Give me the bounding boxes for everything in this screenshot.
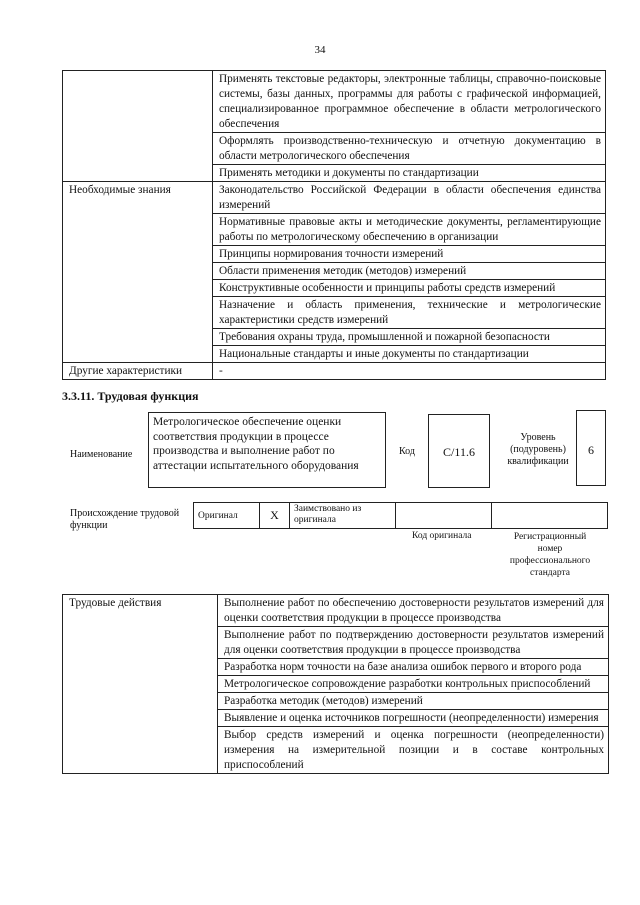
- labor-action-row: Выявление и оценка источников погрешности (неопределенности) измерения: [218, 710, 609, 727]
- labor-actions-table: [62, 594, 609, 774]
- labor-action-row: Разработка методик (методов) измерений: [218, 693, 609, 710]
- original-code-cell: [396, 503, 492, 529]
- skill-row: Применять текстовые редакторы, электронные таблицы, справочно-поисковые системы, базы данных, программы для работы с графической информацией, специализированное программное обеспечение в области метрологического обеспечения: [213, 71, 606, 133]
- borrowed-label: Заимствовано из оригинала: [290, 503, 396, 529]
- knowledge-row: Законодательство Российской Федерации в области обеспечения единства измерений: [213, 182, 606, 214]
- registration-number-label: Регистрационный номер профессионального стандарта: [509, 532, 591, 578]
- original-code-label: Код оригинала: [412, 531, 472, 541]
- knowledge-row: Нормативные правовые акты и методические документы, регламентирующие работы по метрологическому обеспечению в организации: [213, 214, 606, 246]
- labor-action-row: Выбор средств измерений и оценка погрешности (неопределенности) измерения на измерительной позиции и в составе контрольных приспособлений: [218, 727, 609, 774]
- skills-label-cell: [63, 71, 213, 182]
- code-label: Код: [399, 446, 415, 457]
- labor-action-row: Метрологическое сопровождение разработки контрольных приспособлений: [218, 676, 609, 693]
- registration-number-cell: [492, 503, 608, 529]
- labor-action-row: Выполнение работ по подтверждению достоверности результатов измерений для оценки соответствия продукции в процессе производства: [218, 627, 609, 659]
- original-label: Оригинал: [194, 503, 260, 529]
- skills-knowledge-table: [62, 70, 606, 380]
- section-heading: 3.3.11. Трудовая функция: [62, 389, 199, 403]
- skill-row: Применять методики и документы по стандартизации: [213, 165, 606, 182]
- knowledge-row: Области применения методик (методов) измерений: [213, 263, 606, 280]
- origin-table: [193, 502, 608, 529]
- code-box: C/11.6: [428, 414, 490, 488]
- knowledge-row: Национальные стандарты и иные документы по стандартизации: [213, 346, 606, 363]
- knowledge-label: Необходимые знания: [63, 182, 213, 363]
- knowledge-row: Требования охраны труда, промышленной и пожарной безопасности: [213, 329, 606, 346]
- knowledge-row: Конструктивные особенности и принципы работы средств измерений: [213, 280, 606, 297]
- labor-actions-label: Трудовые действия: [63, 595, 218, 774]
- other-characteristics-value: -: [213, 363, 606, 380]
- name-label: Наименование: [70, 449, 133, 460]
- other-characteristics-label: Другие характеристики: [63, 363, 213, 380]
- skill-row: Оформлять производственно-техническую и отчетную документацию в области метрологического обеспечения: [213, 133, 606, 165]
- knowledge-row: Принципы нормирования точности измерений: [213, 246, 606, 263]
- original-mark: X: [260, 503, 290, 529]
- qualification-level-box: 6: [576, 410, 606, 486]
- origin-label: Происхождение трудовой функции: [70, 508, 180, 531]
- function-name-box: Метрологическое обеспечение оценки соответствия продукции в процессе производства и выполнение работ по аттестации испытательного оборудования: [148, 412, 386, 488]
- labor-action-row: Разработка норм точности на базе анализа ошибок первого и второго рода: [218, 659, 609, 676]
- qualification-level-label: Уровень (подуровень) квалификации: [507, 432, 569, 467]
- knowledge-row: Назначение и область применения, технические и метрологические характеристики средств измерений: [213, 297, 606, 329]
- page-number: 34: [314, 44, 326, 56]
- labor-action-row: Выполнение работ по обеспечению достоверности результатов измерений для оценки соответствия продукции в процессе производства: [218, 595, 609, 627]
